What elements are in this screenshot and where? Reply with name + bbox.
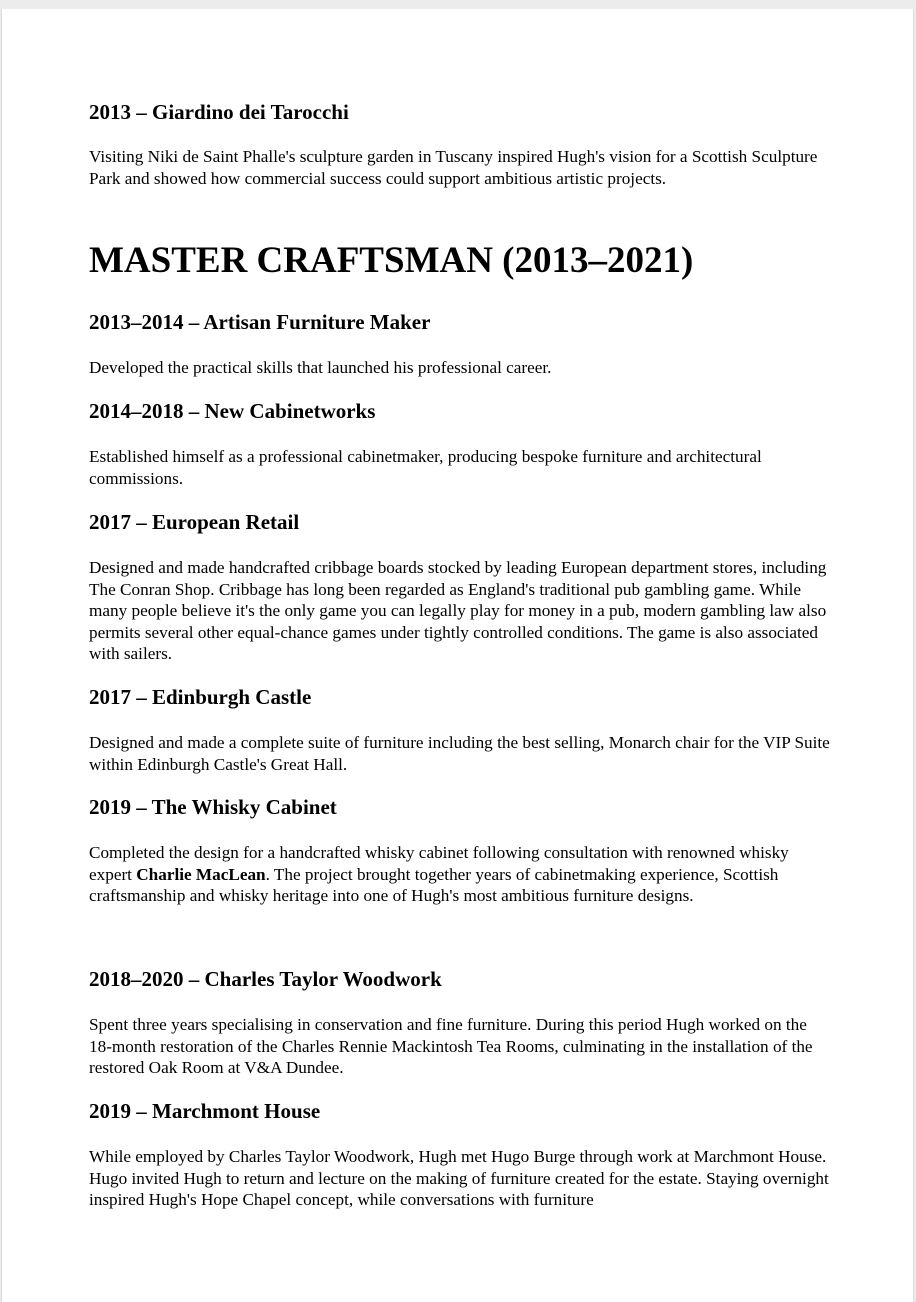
chapter-title: MASTER CRAFTSMAN (2013–2021) bbox=[89, 240, 694, 281]
entry-body-edinburgh-castle: Designed and made a complete suite of furniture including the best selling, Monarch chair for the VIP Suite within Edinburgh Castle's Great Hall. bbox=[89, 733, 830, 774]
section-heading-giardino: 2013 – Giardino dei Tarocchi bbox=[89, 100, 349, 124]
entry-heading-edinburgh-castle: 2017 – Edinburgh Castle bbox=[89, 685, 312, 709]
entry-body-european-retail: Designed and made handcrafted cribbage boards stocked by leading European department stores, including The Conran Shop. Cribbage has long been regarded as England's traditional pub gambling game. While many people believe it's the only game you can legally play for money in a pub, modern gambling law also permits several other equal-chance games under tightly controlled conditions. The game is also associated with sailers. bbox=[89, 558, 827, 663]
entry-heading-european-retail: 2017 – European Retail bbox=[89, 510, 300, 534]
entry-body-charles-taylor: Spent three years specialising in conservation and fine furniture. During this period Hugh worked on the 18-month restoration of the Charles Rennie Mackintosh Tea Rooms, culminating in the installation of the restored Oak Room at V&A Dundee. bbox=[89, 1015, 813, 1077]
whisky-body-text-end: . The project brought together years of cabinetmaking experience, Scottish craftsmanship and whisky heritage into one of Hugh's most ambitious furniture designs. bbox=[89, 864, 779, 905]
whisky-expert-name: Charlie MacLean bbox=[136, 864, 266, 884]
document-page bbox=[1, 9, 914, 1302]
entry-body-marchmont-house: While employed by Charles Taylor Woodwork, Hugh met Hugo Burge through work at Marchmont House. Hugo invited Hugh to return and lecture on the making of furniture created for the estate. Staying overnight inspired Hugh's Hope Chapel concept, while conversations with furniture bbox=[89, 1147, 829, 1209]
whisky-body-text-start: Completed the design for a handcrafted whisky cabinet following consultation with renowned whisky expert bbox=[89, 843, 789, 884]
entry-heading-artisan: 2013–2014 – Artisan Furniture Maker bbox=[89, 310, 431, 334]
entry-heading-whisky-cabinet: 2019 – The Whisky Cabinet bbox=[89, 795, 337, 819]
entry-body-whisky-cabinet bbox=[89, 842, 834, 907]
section-body-giardino: Visiting Niki de Saint Phalle's sculpture garden in Tuscany inspired Hugh's vision for a Scottish Sculpture Park and showed how commercial success could support ambitious artistic projects. bbox=[89, 147, 818, 188]
entry-heading-new-cabinetworks: 2014–2018 – New Cabinetworks bbox=[89, 399, 376, 423]
entry-heading-marchmont-house: 2019 – Marchmont House bbox=[89, 1099, 321, 1123]
entry-heading-charles-taylor: 2018–2020 – Charles Taylor Woodwork bbox=[89, 967, 442, 991]
entry-body-artisan: Developed the practical skills that launched his professional career. bbox=[89, 358, 552, 377]
entry-body-new-cabinetworks: Established himself as a professional cabinetmaker, producing bespoke furniture and architectural commissions. bbox=[89, 447, 762, 488]
